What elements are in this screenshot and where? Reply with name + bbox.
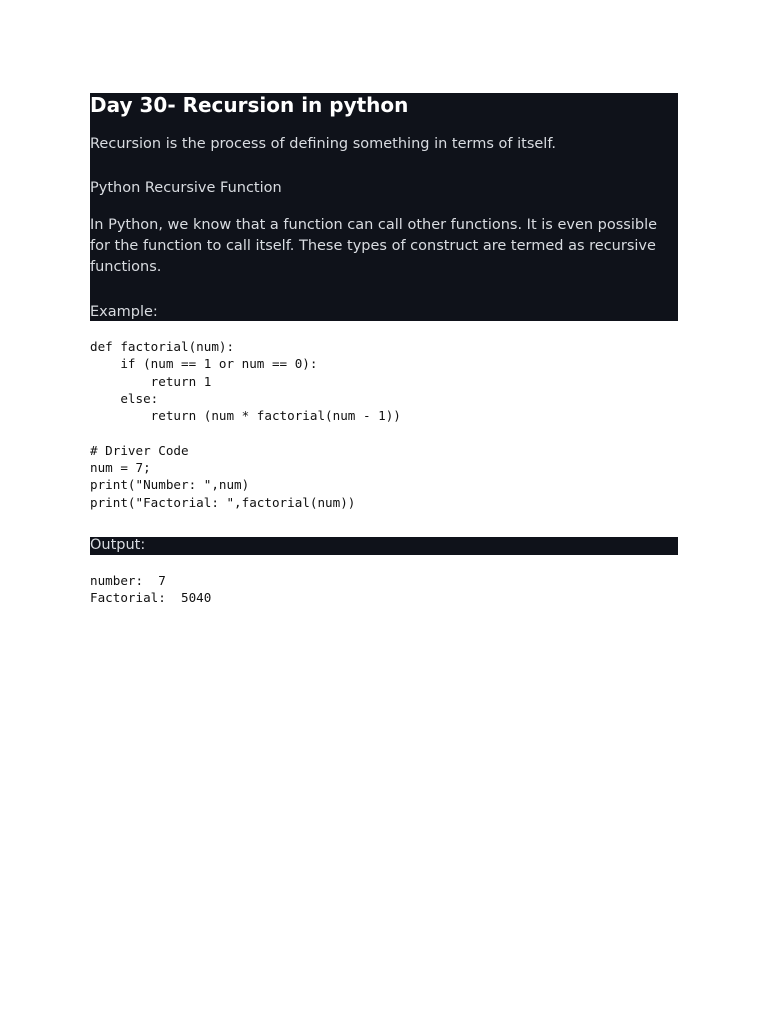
output-header-bar <box>90 537 678 555</box>
output-code-block: number: 7 Factorial: 5040 <box>90 573 212 606</box>
example-code-block: def factorial(num): if (num == 1 or num == 0): return 1 else: return (num * factorial(num - 1)) # Driver Code num = 7; print("Number: ",num) print("Factorial: ",factorial(num)) <box>90 339 401 510</box>
intro-paragraph: Recursion is the process of defining something in terms of itself. <box>90 136 556 152</box>
description-paragraph: In Python, we know that a function can call other functions. It is even possible for the function to call itself. These types of construct are termed as recursive functions. <box>90 217 658 275</box>
document-page <box>90 93 678 606</box>
example-label: Example: <box>90 304 158 320</box>
output-label: Output: <box>90 537 146 553</box>
dark-header-block <box>90 93 678 321</box>
section-subheading: Python Recursive Function <box>90 180 282 196</box>
page-title: Day 30- Recursion in python <box>90 93 409 117</box>
